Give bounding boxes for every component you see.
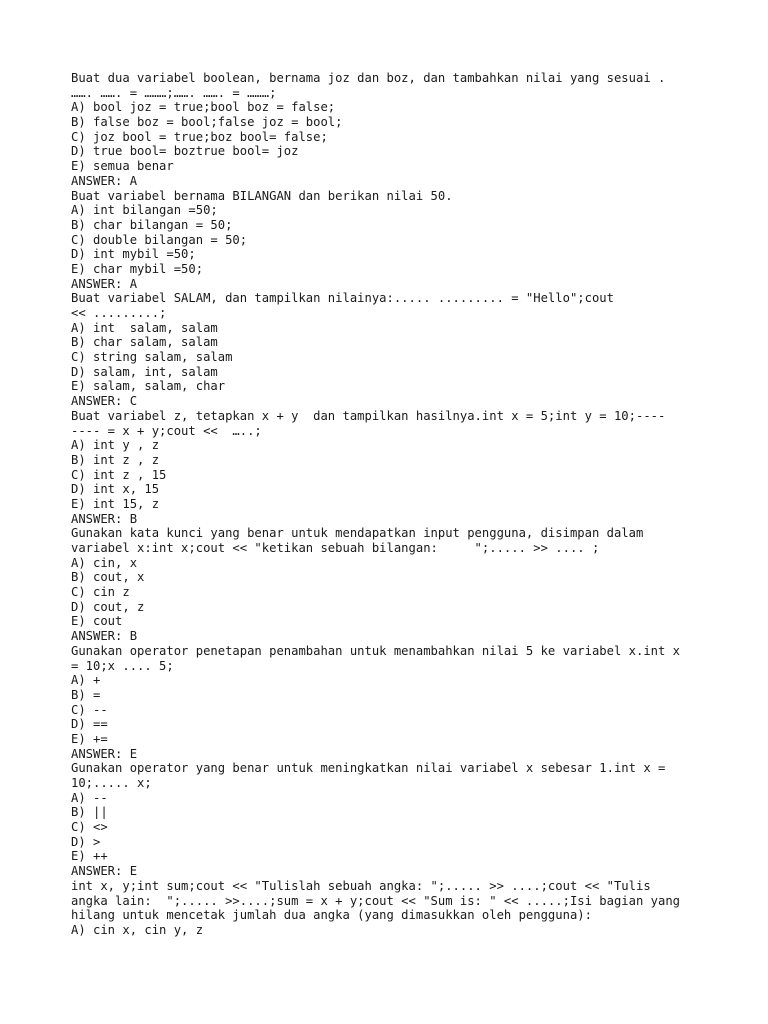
text-line: D) salam, int, salam: [71, 364, 218, 379]
text-line: C) --: [71, 702, 108, 717]
text-line: Buat dua variabel boolean, bernama joz dan boz, dan tambahkan nilai yang sesuai .: [71, 71, 666, 85]
text-line: variabel x:int x;cout << "ketikan sebuah bilangan: ";..... >> .... ;: [71, 541, 600, 555]
text-line: E) +=: [71, 731, 108, 746]
text-line: B) char salam, salam: [71, 335, 218, 350]
text-line: A) cin, x: [71, 555, 138, 570]
text-line: C) joz bool = true;boz bool= false;: [71, 129, 328, 144]
text-line: << .........;: [71, 306, 167, 320]
text-line: Gunakan operator yang benar untuk meningkatkan nilai variabel x sebesar 1.int x =: [71, 761, 666, 776]
text-line: D) int x, 15: [71, 482, 160, 497]
text-line: ……. ……. = ………;……. ……. = ………;: [71, 85, 277, 100]
text-line: D) cout, z: [71, 599, 145, 614]
text-line: int x, y;int sum;cout << "Tulislah sebuah angka: ";..... >> ....;cout << "Tulis: [71, 878, 651, 893]
text-line: B) int z , z: [71, 452, 160, 467]
text-line: E) int 15, z: [71, 496, 160, 511]
text-line: ANSWER: E: [71, 864, 138, 879]
text-line: E) salam, salam, char: [71, 379, 226, 394]
text-line: ANSWER: E: [71, 746, 138, 761]
text-line: Gunakan operator penetapan penambahan untuk menambahkan nilai 5 ke variabel x.int x: [71, 643, 681, 658]
text-line: A) cin x, cin y, z: [71, 922, 204, 937]
text-line: E) semua benar: [71, 159, 174, 174]
text-line: Buat variabel bernama BILANGAN dan berikan nilai 50.: [71, 188, 453, 203]
text-line: ANSWER: A: [71, 173, 138, 188]
text-line: A) --: [71, 790, 108, 805]
text-line: = 10;x .... 5;: [71, 658, 174, 673]
text-line: D) >: [71, 834, 101, 849]
text-line: B) =: [71, 687, 101, 702]
text-line: B) ||: [71, 805, 108, 820]
text-line: A) int bilangan =50;: [71, 203, 218, 218]
text-line: E) cout: [71, 614, 123, 629]
text-line: C) int z , 15: [71, 467, 167, 482]
text-line: D) ==: [71, 717, 108, 732]
text-line: C) cin z: [71, 585, 130, 600]
text-line: A) int salam, salam: [71, 320, 218, 335]
text-line: A) bool joz = true;bool boz = false;: [71, 100, 336, 115]
text-line: C) string salam, salam: [71, 350, 233, 365]
text-line: Buat variabel z, tetapkan x + y dan tampilkan hasilnya.int x = 5;int y = 10;----: [71, 408, 666, 423]
text-line: A) int y , z: [71, 438, 160, 453]
text-line: B) char bilangan = 50;: [71, 217, 233, 232]
text-line: ANSWER: B: [71, 511, 138, 526]
document-page: [71, 71, 711, 938]
text-line: ANSWER: C: [71, 394, 138, 409]
text-line: C) double bilangan = 50;: [71, 232, 248, 247]
text-line: 10;..... x;: [71, 776, 152, 790]
text-line: E) char mybil =50;: [71, 261, 204, 276]
text-line: angka lain: ";..... >>....;sum = x + y;cout << "Sum is: " << .....;Isi bagian yang: [71, 893, 681, 908]
text-line: B) cout, x: [71, 570, 145, 585]
text-line: D) int mybil =50;: [71, 247, 196, 262]
text-line: ANSWER: A: [71, 276, 138, 291]
text-line: A) +: [71, 673, 101, 688]
text-line: ANSWER: B: [71, 629, 138, 644]
text-line: C) <>: [71, 820, 108, 835]
text-line: E) ++: [71, 849, 108, 864]
text-line: ---- = x + y;cout << …..;: [71, 423, 262, 438]
text-line: Gunakan kata kunci yang benar untuk mendapatkan input pengguna, disimpan dalam: [71, 526, 644, 541]
text-line: Buat variabel SALAM, dan tampilkan nilainya:..... ......... = "Hello";cout: [71, 291, 614, 306]
text-line: B) false boz = bool;false joz = bool;: [71, 115, 343, 130]
text-line: D) true bool= boztrue bool= joz: [71, 144, 299, 159]
text-line: hilang untuk mencetak jumlah dua angka (yang dimasukkan oleh pengguna):: [71, 908, 592, 923]
